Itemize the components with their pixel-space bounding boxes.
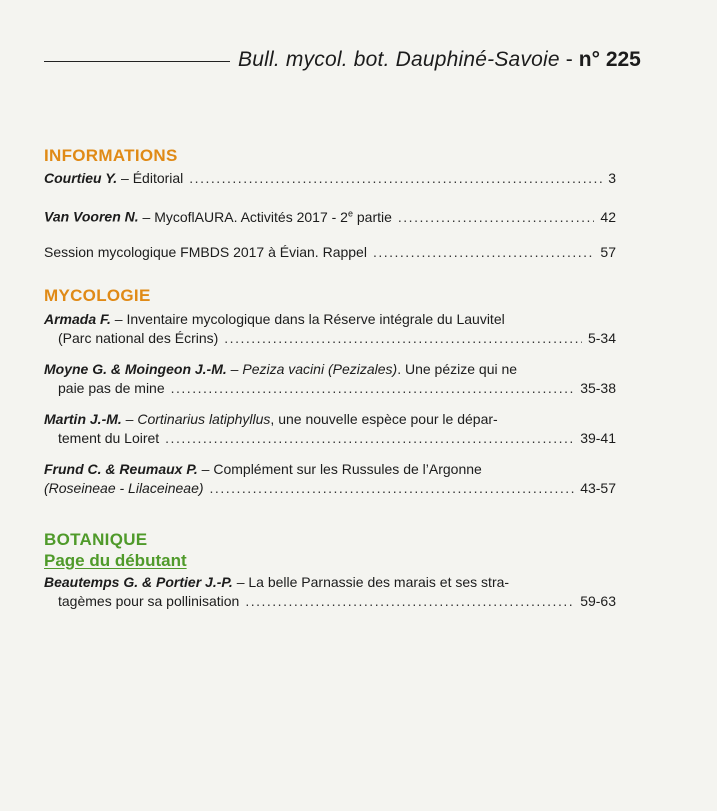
header-rule [44,61,230,62]
leader-dots [245,592,574,611]
entry-page: 5-34 [587,329,616,346]
entry-page: 43-57 [580,479,616,496]
entry-author: Martin J.-M. [44,410,122,427]
entry-page: 3 [608,170,616,186]
entry-title: – Complément sur les Russules de l’Argonne [197,460,482,477]
entry-page: 42 [600,208,616,225]
journal-header [44,48,667,72]
entry-title: – Éditorial [117,170,184,186]
entry-title: , une nouvelle espèce pour le dépar- [270,410,498,427]
entry-page: 59-63 [580,592,616,609]
header-separator: - [565,48,573,71]
section-heading-botanique: BOTANIQUE [44,529,148,549]
entry-title: – Inventaire mycologique dans la Réserve intégrale du Lauvitel [110,310,505,327]
entry-title: – La belle Parnassie des marais et ses stra- [232,573,510,590]
entry-author: Moyne G. & Moingeon J.-M. [44,360,227,377]
entry-species: Peziza vacini (Pezizales) [242,360,398,377]
entry-author: Beautemps G. & Portier J.-P. [44,573,233,590]
entry-title: . Une pézize qui ne [397,360,518,377]
entry-author: Van Vooren N. [44,208,139,225]
entry-page: 39-41 [580,429,616,446]
entry-author: Armada F. [44,310,111,327]
toc-entry[interactable]: Moyne G. & Moingeon J.-M. – Peziza vacini (Pezizales). Une pézize qui ne paie pas de mine ..... 35-38 [44,360,616,398]
entry-page: 35-38 [580,379,616,396]
entry-author: Courtieu Y. [44,170,118,186]
leader-dots [373,243,594,262]
entry-title-cont: tement du Loiret [58,429,160,446]
entry-title-cont: tagèmes pour sa pollinisation [58,592,240,609]
toc-entry[interactable] [44,204,616,227]
leader-dots [210,479,575,498]
toc-entry[interactable] [44,169,616,188]
leader-dots [398,208,595,227]
entry-author: Frund C. & Reumaux P. [44,460,198,477]
toc-entry[interactable] [44,573,616,611]
entry-title-cont: (Roseineae - Lilaceineae) [44,479,204,496]
leader-dots [165,429,574,448]
leader-dots [189,169,602,188]
entry-title-cont: (Parc national des Écrins) [58,329,219,346]
entry-title: Session mycologique FMBDS 2017 à Évian. Rappel [44,243,367,260]
leader-dots [224,329,582,348]
entry-page: 57 [600,243,616,260]
issue-number: n° 225 [578,48,641,71]
entry-title-cont: paie pas de mine [58,379,165,396]
table-of-contents [44,146,616,611]
toc-entry[interactable] [44,243,616,262]
entry-species: Cortinarius latiphyllus [137,410,271,427]
leader-dots [171,379,575,398]
subsection-heading-debutant: Page du débutant [44,550,187,570]
toc-entry[interactable]: Martin J.-M. – Cortinarius latiphyllus, une nouvelle espèce pour le dépar- tement du Loiret ..... 39-41 [44,410,616,448]
section-heading-informations: INFORMATIONS [44,146,178,165]
toc-entry[interactable] [44,310,616,348]
section-heading-mycologie: MYCOLOGIE [44,285,151,305]
toc-entry[interactable] [44,460,616,498]
journal-title: Bull. mycol. bot. Dauphiné-Savoie [238,48,560,71]
entry-title: – MycoflAURA. Activités 2017 - 2e partie [138,208,392,225]
